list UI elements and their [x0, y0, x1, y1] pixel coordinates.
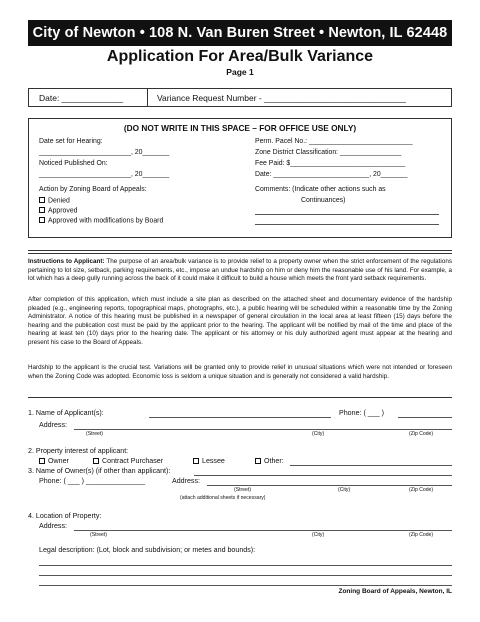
form-title: Application For Area/Bulk Variance [106, 48, 374, 65]
fee-paid-field[interactable]: Fee Paid: $______________________________ [255, 160, 406, 167]
action-denied[interactable]: Denied [39, 197, 70, 205]
instructions-paragraph: Instructions to Applicant: The purpose of an area/bulk variance is to provide relief to a property owner when the strict enforcement of the regulations pertaining to lot size, setback, parking requirements, etc., impose an undue hardship on him or deny him the reasonable use of his land. For example, a lot which has a deep gully running across the back of it could make it difficult to build a house which meets the front yard setback requirements. [28, 258, 452, 282]
divider-rule [28, 253, 452, 254]
parcel-number-field[interactable]: Perm. Pacel No.: ___________________________ [255, 138, 413, 145]
street-caption: (Street) [90, 532, 107, 538]
applicant-name-field[interactable] [149, 417, 331, 418]
office-use-heading: (DO NOT WRITE IN THIS SPACE – FOR OFFICE USE ONLY) [123, 123, 357, 133]
office-use-box [28, 118, 452, 238]
page-number: Page 1 [226, 67, 254, 77]
comments-label-cont: Continuances) [301, 197, 346, 204]
date-request-box [28, 88, 452, 107]
applicant-address-field[interactable] [74, 429, 452, 430]
comments-label: Comments: (Indicate other actions such as [255, 186, 386, 193]
action-approved-modified[interactable]: Approved with modifications by Board [39, 217, 163, 225]
property-interest-label: 2. Property interest of applicant: [28, 447, 129, 455]
city-caption: (City) [312, 532, 325, 538]
property-location-label: 4. Location of Property: [28, 512, 102, 520]
attach-sheets-note: (attach additional sheets if necessary) [180, 495, 266, 501]
city-caption: (City) [312, 431, 325, 437]
zip-caption: (Zip Code) [409, 487, 434, 493]
divider-rule [28, 397, 452, 398]
date-field[interactable]: Date: _____________ [39, 93, 124, 103]
checkbox-icon [93, 458, 99, 464]
interest-lessee[interactable]: Lessee [193, 457, 225, 465]
hardship-paragraph: Hardship to the applicant is the crucial test. Variations will be granted only to provide relief in unusual situations which were not intended or foreseen when the Zoning Code was adopted. Economic loss is seldom a unique situation and is generally not considered a valid hardship. [28, 364, 452, 380]
street-caption: (Street) [234, 487, 251, 493]
checkbox-icon [39, 217, 45, 223]
checkbox-icon [193, 458, 199, 464]
board-action-label: Action by Zoning Board of Appeals: [39, 186, 147, 193]
checkbox-icon [39, 458, 45, 464]
owner-phone-field[interactable]: Phone: ( ___ ) _______________ [39, 477, 146, 485]
address-label: Address: [39, 421, 67, 429]
owner-name-label: 3. Name of Owner(s) (if other than applicant): [28, 467, 171, 475]
interest-other[interactable]: Other: [255, 457, 284, 465]
legal-description-label: Legal description: (Lot, block and subdivision; or metes and bounds): [39, 546, 256, 554]
checkbox-icon [39, 207, 45, 213]
interest-owner[interactable]: Owner [39, 457, 69, 465]
notice-published-field[interactable]: ________________________, 20_______ [39, 171, 170, 178]
hearing-date-field[interactable]: ________________________, 20_______ [39, 149, 170, 156]
checkbox-icon [255, 458, 261, 464]
interest-contract-purchaser[interactable]: Contract Purchaser [93, 457, 163, 465]
notice-published-label: Noticed Published On: [39, 160, 108, 167]
phone-label: Phone: ( ___ ) [339, 409, 384, 417]
box-divider [147, 89, 148, 106]
applicant-name-label: 1. Name of Applicant(s): [28, 409, 104, 417]
comments-line[interactable] [255, 224, 439, 225]
owner-address-field[interactable] [207, 485, 452, 486]
street-caption: (Street) [86, 431, 103, 437]
divider-rule [28, 250, 452, 251]
address-banner: City of Newton • 108 N. Van Buren Street • Newton, IL 62448 [28, 20, 452, 46]
hearing-date-label: Date set for Hearing: [39, 138, 103, 145]
office-date-field[interactable]: Date: _________________________, 20_______ [255, 171, 408, 178]
footer-text: Zoning Board of Appeals, Newton, IL [338, 588, 452, 595]
legal-description-line[interactable] [39, 585, 452, 586]
legal-description-line[interactable] [39, 575, 452, 576]
property-address-field[interactable] [74, 530, 452, 531]
city-caption: (City) [338, 487, 351, 493]
interest-other-field[interactable] [290, 465, 452, 466]
legal-description-line[interactable] [39, 565, 452, 566]
zip-caption: (Zip Code) [409, 532, 434, 538]
process-paragraph: After completion of this application, which must include a site plan as described on the attached sheet and documentary evidence of the hardship pleaded (e.g., engineering reports, topographical maps, photographs, etc.), a public hearing will be scheduled within a reasonable time by the Zoning Administrator. A notice of this hearing must be published in a newspaper of general circulation in the local area at least fifteen (15) days before the hearing and the publication cost must be paid by the applicant prior to the hearing. The applicant will be notified by mail of the time and place of the hearing at least ten (10) days prior to the hearing date. The applicant or his attorney or his duly authorized agent must appear at the hearing and present his case to the Board of Appeals. [28, 296, 452, 346]
zone-district-field[interactable]: Zone District Classification: ________________ [255, 149, 402, 156]
variance-request-number-field[interactable]: Variance Request Number - ______________________________ [157, 93, 406, 103]
zip-caption: (Zip Code) [409, 431, 434, 437]
property-address-label: Address: [39, 522, 67, 530]
owner-address-label: Address: [172, 477, 200, 485]
applicant-phone-field[interactable] [398, 417, 452, 418]
action-approved[interactable]: Approved [39, 207, 78, 215]
owner-name-field[interactable] [194, 475, 452, 476]
comments-line[interactable] [255, 214, 439, 215]
checkbox-icon [39, 197, 45, 203]
